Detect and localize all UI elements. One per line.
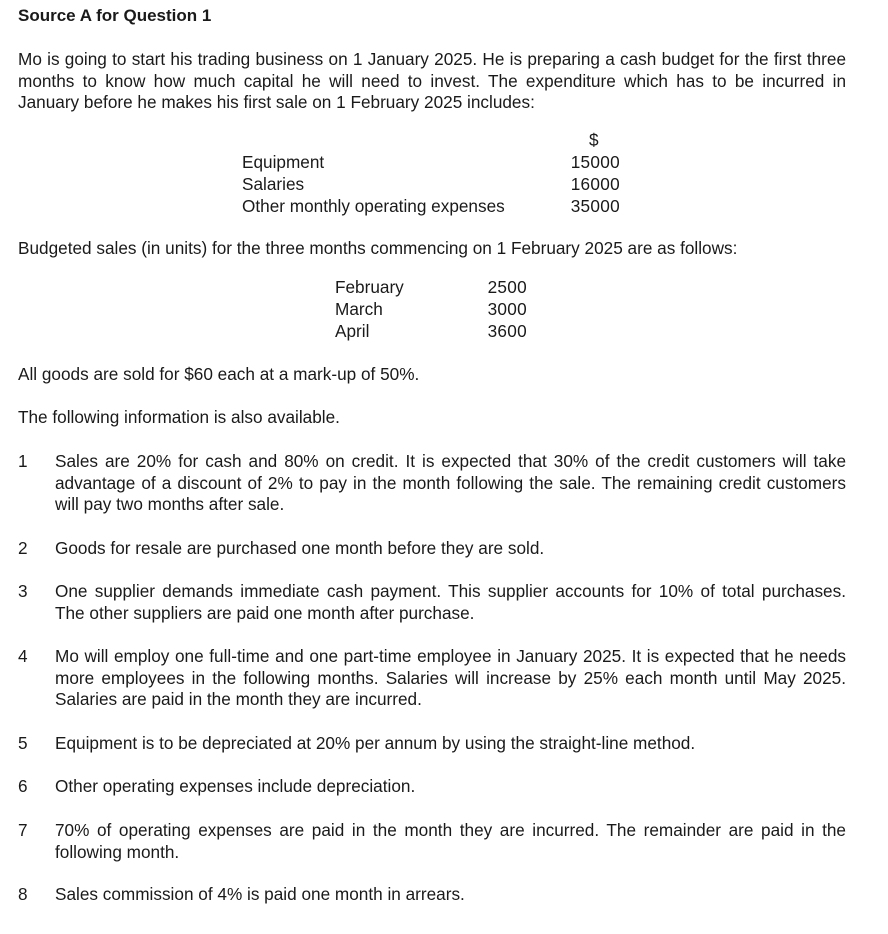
item-text: Other operating expenses include depreciation.	[55, 776, 416, 796]
item-number: 2	[18, 538, 28, 558]
item-number: 1	[18, 451, 28, 471]
item-text: Sales commission of 4% is paid one month in arrears.	[55, 884, 465, 904]
item-text: Sales are 20% for cash and 80% on credit. It is expected that 30% of the credit customers will take advantage of a discount of 2% to pay in the month following the sale. The remaining credit customers will pay two months after sale.	[55, 451, 846, 514]
intro-paragraph: Mo is going to start his trading business on 1 January 2025. He is preparing a cash budget for the first three months to know how much capital he will need to invest. The expenditure which has to be incurred in January before he makes his first sale on 1 February 2025 includes:	[18, 49, 846, 112]
expenditure-value: 15000	[570, 152, 620, 172]
expenditure-value: 35000	[570, 196, 620, 216]
item-text: Equipment is to be depreciated at 20% per annum by using the straight-line method.	[55, 733, 696, 753]
item-number: 7	[18, 820, 28, 840]
sales-month: February	[335, 277, 404, 297]
sales-units: 3000	[487, 299, 527, 319]
item-number: 3	[18, 581, 28, 601]
sales-month: March	[335, 299, 383, 319]
item-text: One supplier demands immediate cash payment. This supplier accounts for 10% of total purchases. The other suppliers are paid one month after purchase.	[55, 581, 846, 623]
expenditure-label: Salaries	[242, 174, 305, 194]
sales-units: 3600	[487, 321, 527, 341]
item-number: 6	[18, 776, 28, 796]
expenditure-table	[0, 130, 888, 220]
currency-header: $	[589, 130, 599, 150]
sales-month: April	[335, 321, 370, 341]
item-text: Mo will employ one full-time and one part-time employee in January 2025. It is expected that he needs more employees in the following months. Salaries will increase by 25% each month until May 2025. Salaries are paid in the month they are incurred.	[55, 646, 846, 709]
item-number: 8	[18, 884, 28, 904]
info-intro: The following information is also available.	[18, 407, 340, 427]
expenditure-value: 16000	[570, 174, 620, 194]
item-text: 70% of operating expenses are paid in the month they are incurred. The remainder are paid in the following month.	[55, 820, 846, 862]
source-heading: Source A for Question 1	[18, 6, 212, 25]
sales-units: 2500	[487, 277, 527, 297]
expenditure-label: Other monthly operating expenses	[242, 196, 505, 216]
sales-intro: Budgeted sales (in units) for the three months commencing on 1 February 2025 are as follows:	[18, 238, 738, 258]
item-number: 4	[18, 646, 28, 666]
item-number: 5	[18, 733, 28, 753]
price-note: All goods are sold for $60 each at a mark-up of 50%.	[18, 364, 420, 384]
sales-table	[0, 277, 888, 343]
item-text: Goods for resale are purchased one month before they are sold.	[55, 538, 545, 558]
expenditure-label: Equipment	[242, 152, 325, 172]
